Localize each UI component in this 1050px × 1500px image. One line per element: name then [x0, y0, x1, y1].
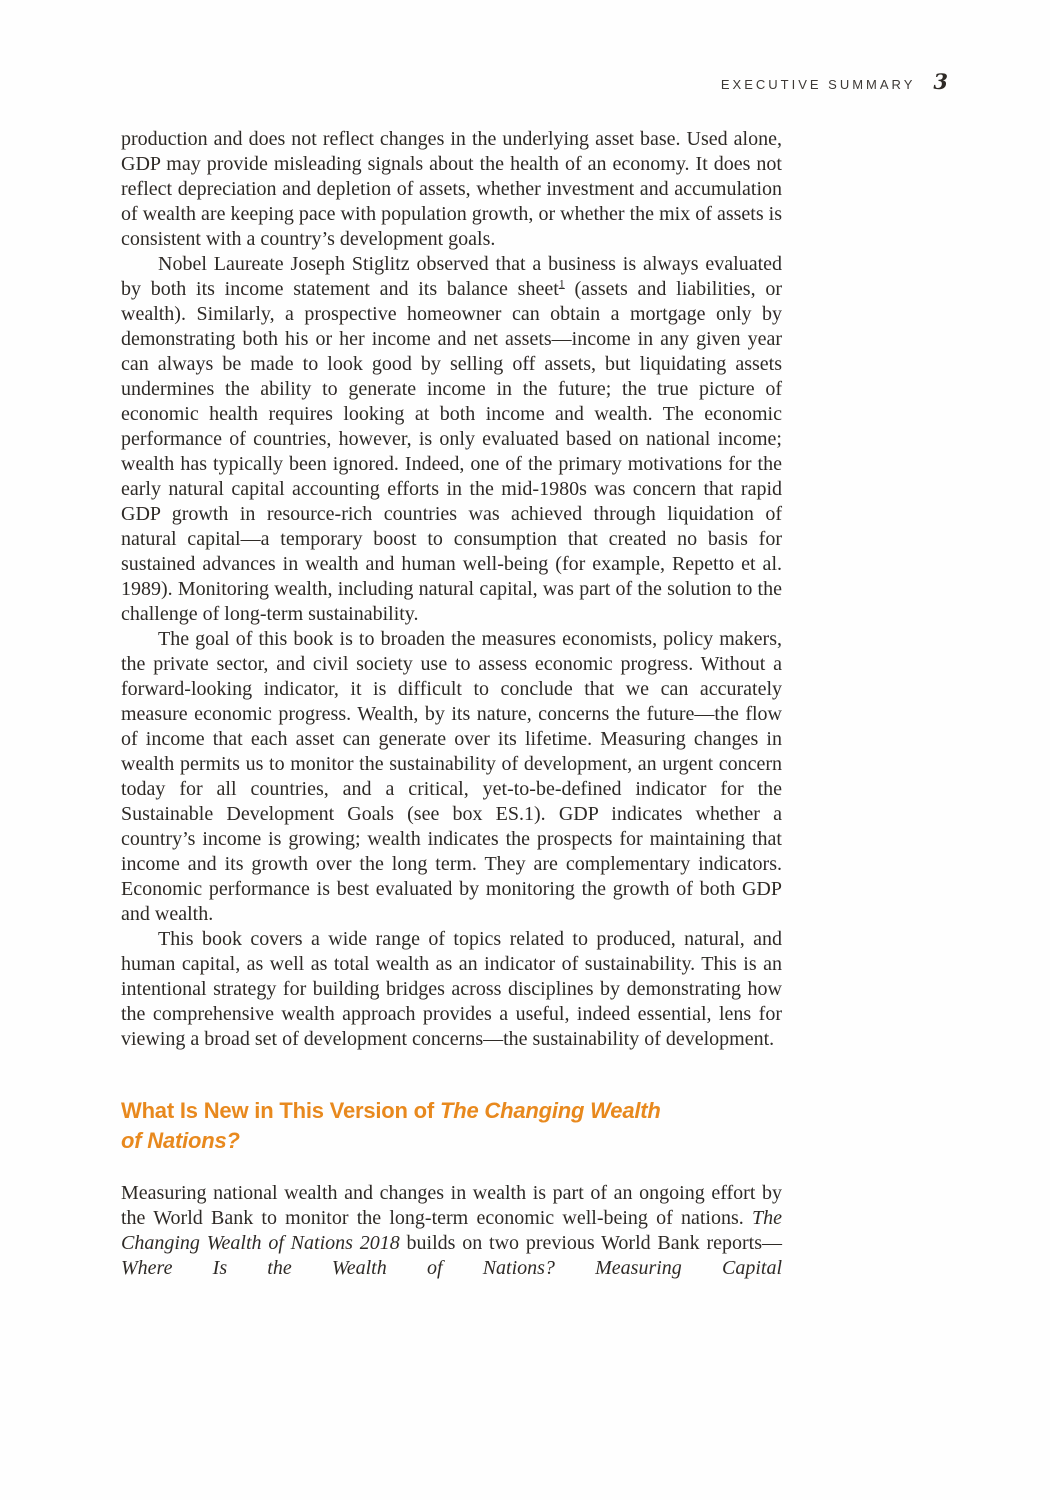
text-run: Nobel Laureate Joseph Stiglitz observed that a business is always evaluated by both its income statement and its balance sheet [121, 253, 782, 300]
paragraph-continuation [121, 127, 782, 252]
text-run: (assets and liabilities, or wealth). Similarly, a prospective homeowner can obtain a mortgage only by demonstrating both his or her income and net assets—income in any given year can always be made to look good by selling off assets, but liquidating assets undermines the ability to generate income in the future; the true picture of economic health requires looking at both income and wealth. The economic performance of countries, however, is only evaluated based on national income; wealth has typically been ignored. Indeed, one of the primary motivations for the early natural capital accounting efforts in the mid-1980s was concern that rapid GDP growth in resource-rich countries was achieved through liquidation of natural capital—a temporary boost to consumption that created no basis for sustained advances in wealth and human well-being (for example, Repetto et al. 1989). Monitoring wealth, including natural capital, was part of the solution to the challenge of long-term sustainability. [121, 278, 782, 625]
italic-text: The Changing Wealth of Nations 2018 [121, 1207, 782, 1254]
italic-text: The Changing Wealth [439, 1098, 661, 1123]
text-run: production and does not reflect changes in the underlying asset base. Used alone, GDP may provide misleading signals about the health of an economy. It does not reflect depreciation and depletion of assets, whether investment and accumulation of wealth are keeping pace with population growth, or whether the mix of assets is consistent with a country’s development goals. [121, 128, 782, 250]
text-run: What Is New in This Version of [121, 1098, 440, 1123]
text-run: This book covers a wide range of topics related to produced, natural, and human capital, as well as total wealth as an indicator of sustainability. This is an intentional strategy for building bridges across disciplines by demonstrating how the comprehensive wealth approach provides a useful, indeed essential, lens for viewing a broad set of development concerns—the sustainability of development. [121, 928, 782, 1050]
paragraph-stiglitz [121, 252, 782, 627]
section-heading [121, 1096, 782, 1156]
footnote-ref[interactable]: 1 [558, 276, 565, 291]
page-number: 3 [933, 69, 948, 94]
text-run: builds on two previous World Bank reports— [399, 1232, 782, 1254]
paragraph-whats-new [121, 1181, 782, 1281]
italic-text: of Nations? [121, 1128, 240, 1153]
paragraph-goal-of-book [121, 627, 782, 927]
text-column [121, 127, 782, 1281]
paragraph-book-coverage [121, 927, 782, 1052]
italic-text: Where Is the Wealth of Nations? Measuring Capital [121, 1257, 782, 1279]
text-run: The goal of this book is to broaden the measures economists, policy makers, the private sector, and civil society use to assess economic progress. Without a forward-looking indicator, it is difficult to conclude that we can accurately measure economic progress. Wealth, by its nature, concerns the future—the flow of income that each asset can generate over its lifetime. Measuring changes in wealth permits us to monitor the sustainability of development, an urgent concern today for all countries, and a critical, yet-to-be-defined indicator for the Sustainable Development Goals (see box ES.1). GDP indicates whether a country’s income is growing; wealth indicates the prospects for maintaining that income and its growth over the long term. They are complementary indicators. Economic performance is best evaluated by monitoring the growth of both GDP and wealth. [121, 628, 782, 925]
running-header [721, 69, 948, 94]
text-run: Measuring national wealth and changes in wealth is part of an ongoing effort by the World Bank to monitor the long-term economic well-being of nations. [121, 1182, 782, 1229]
running-header-section-label: EXECUTIVE SUMMARY [720, 77, 916, 92]
